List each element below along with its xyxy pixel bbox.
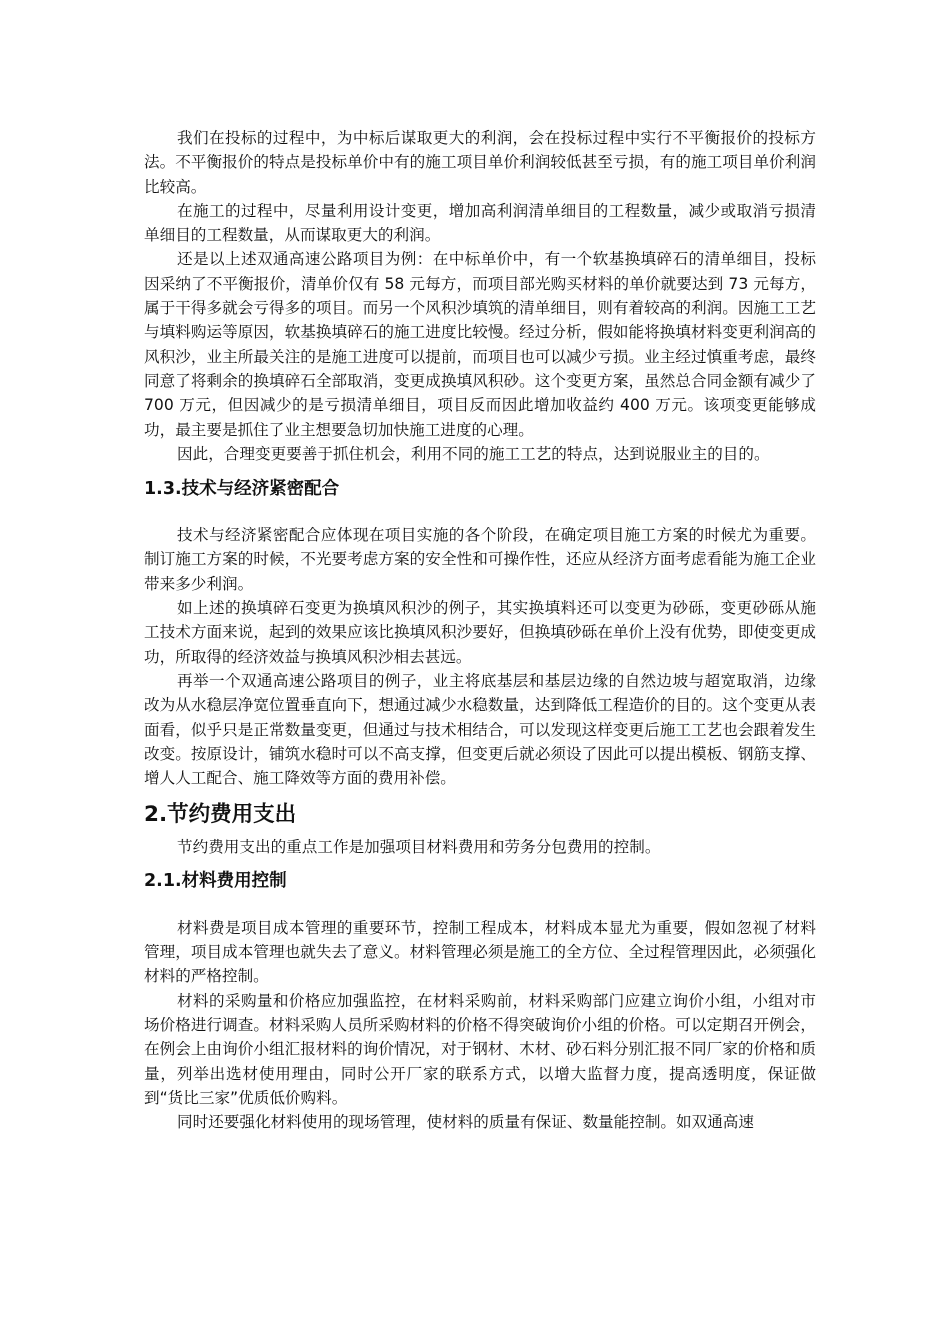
paragraph: 同时还要强化材料使用的现场管理，使材料的质量有保证、数量能控制。如双通高速: [177, 1113, 754, 1132]
paragraph: 技术与经济紧密配合应体现在项目实施的各个阶段，在确定项目施工方案的时候尤为重要。制订施工方案的时候，不光要考虑方案的安全性和可操作性，还应从经济方面考虑看能为施工企业带来多少利润。: [144, 526, 816, 593]
paragraph: 再举一个双通高速公路项目的例子，业主将底基层和基层边缘的自然边坡与超宽取消，边缘改为从水稳层净宽位置垂直向下，想通过减少水稳数量，达到降低工程造价的目的。这个变更从表面看，似乎只是正常数量变更，但通过与技术相结合，可以发现这样变更后施工工艺也会跟着发生改变。按原设计，铺筑水稳时可以不高支撑，但变更后就必须设了因此可以提出模板、钢筋支撑、增人人工配合、施工降效等方面的费用补偿。: [144, 671, 816, 788]
paragraph: 在施工的过程中，尽量利用设计变更，增加高利润清单细目的工程数量，减少或取消亏损清单细目的工程数量，从而谋取更大的利润。: [144, 201, 816, 245]
paragraph: 因此，合理变更要善于抓住机会，利用不同的施工工艺的特点，达到说服业主的目的。: [177, 444, 770, 463]
paragraph: 还是以上述双通高速公路项目为例：在中标单价中，有一个软基换填碎石的清单细目，投标因采纳了不平衡报价，清单价仅有 58 元每方，而项目部光购买材料的单价就要达到 73 元每方，属于干得多就会亏得多的项目。而另一个风积沙填筑的清单细目，则有着较高的利润。因施工工艺与填料购运等原因，软基换填碎石的施工进度比较慢。经过分析，假如能将换填材料变更利润高的风积沙，业主所最关注的是施工进度可以提前，而项目也可以减少亏损。业主经过慎重考虑，最终同意了将剩余的换填碎石全部取消，变更成换填风积砂。这个变更方案，虽然总合同金额有减少了 700 万元，但因减少的是亏损清单细目，项目反而因此增加收益约 400 万元。该项变更能够成功，最主要是抓住了业主想要急切加快施工进度的心理。: [144, 250, 816, 439]
section-heading-2: 2.节约费用支出: [144, 802, 297, 828]
section-heading-2-1: 2.1.材料费用控制: [144, 870, 287, 891]
paragraph: 材料的采购量和价格应加强监控，在材料采购前，材料采购部门应建立询价小组，小组对市场价格进行调查。材料采购人员所采购材料的价格不得突破询价小组的价格。可以定期召开例会，在例会上由询价小组汇报材料的询价情况，对于钢材、木材、砂石料分别汇报不同厂家的价格和质量，列举出选材使用理由，同时公开厂家的联系方式，以增大监督力度，提高透明度，保证做到“货比三家”优质低价购料。: [144, 991, 816, 1107]
section-heading-1-3: 1.3.技术与经济紧密配合: [144, 479, 340, 500]
paragraph: 材料费是项目成本管理的重要环节，控制工程成本，材料成本显尤为重要，假如忽视了材料管理，项目成本管理也就失去了意义。材料管理必须是施工的全方位、全过程管理因此，必须强化材料的严格控制。: [144, 918, 816, 986]
paragraph: 如上述的换填碎石变更为换填风积沙的例子，其实换填料还可以变更为砂砾，变更砂砾从施工技术方面来说，起到的效果应该比换填风积沙要好，但换填砂砾在单价上没有优势，即使变更成功，所取得的经济效益与换填风积沙相去甚远。: [144, 599, 816, 666]
paragraph: 我们在投标的过程中，为中标后谋取更大的利润，会在投标过程中实行不平衡报价的投标方法。不平衡报价的特点是投标单价中有的施工项目单价利润较低甚至亏损，有的施工项目单价利润比较高。: [144, 129, 816, 196]
paragraph: 节约费用支出的重点工作是加强项目材料费用和劳务分包费用的控制。: [177, 838, 661, 857]
document-body: [144, 126, 816, 1134]
